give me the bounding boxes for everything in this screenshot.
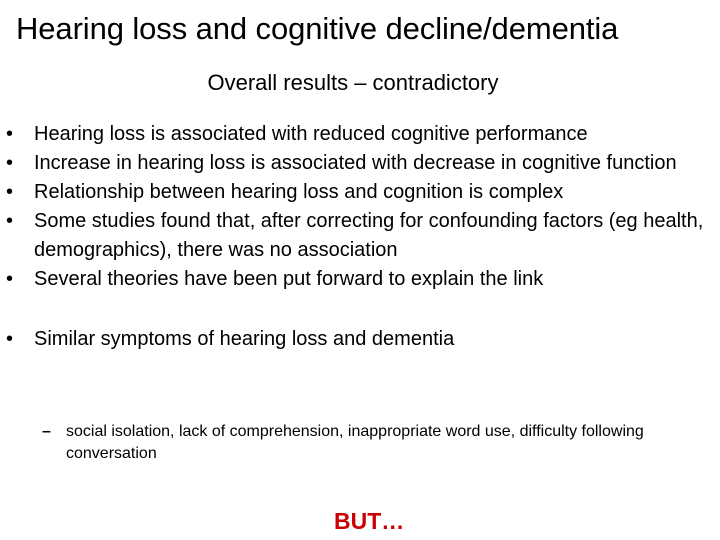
sub-bullet — [42, 421, 712, 465]
closing-emphasis: BUT… — [334, 508, 405, 534]
slide-title: Hearing loss and cognitive decline/dementia — [16, 11, 619, 46]
bullet-item: • Several theories have been put forward to explain the link — [0, 265, 720, 294]
bullet-item: • Relationship between hearing loss and cognition is complex — [0, 178, 720, 207]
bullet-item: • Similar symptoms of hearing loss and dementia — [0, 325, 720, 354]
slide-subtitle: Overall results – contradictory — [207, 70, 499, 95]
bullet-list — [0, 120, 720, 354]
sub-bullet-text: social isolation, lack of comprehension, inappropriate word use, difficulty following conversation — [66, 423, 644, 462]
bullet-item: • Hearing loss is associated with reduced cognitive performance — [0, 120, 720, 149]
bullet-item: • Increase in hearing loss is associated with decrease in cognitive function — [0, 149, 720, 178]
sub-bullet-dash: – — [42, 423, 51, 440]
bullet-item: • Some studies found that, after correcting for confounding factors (eg health, demographics), there was no association — [0, 207, 720, 265]
